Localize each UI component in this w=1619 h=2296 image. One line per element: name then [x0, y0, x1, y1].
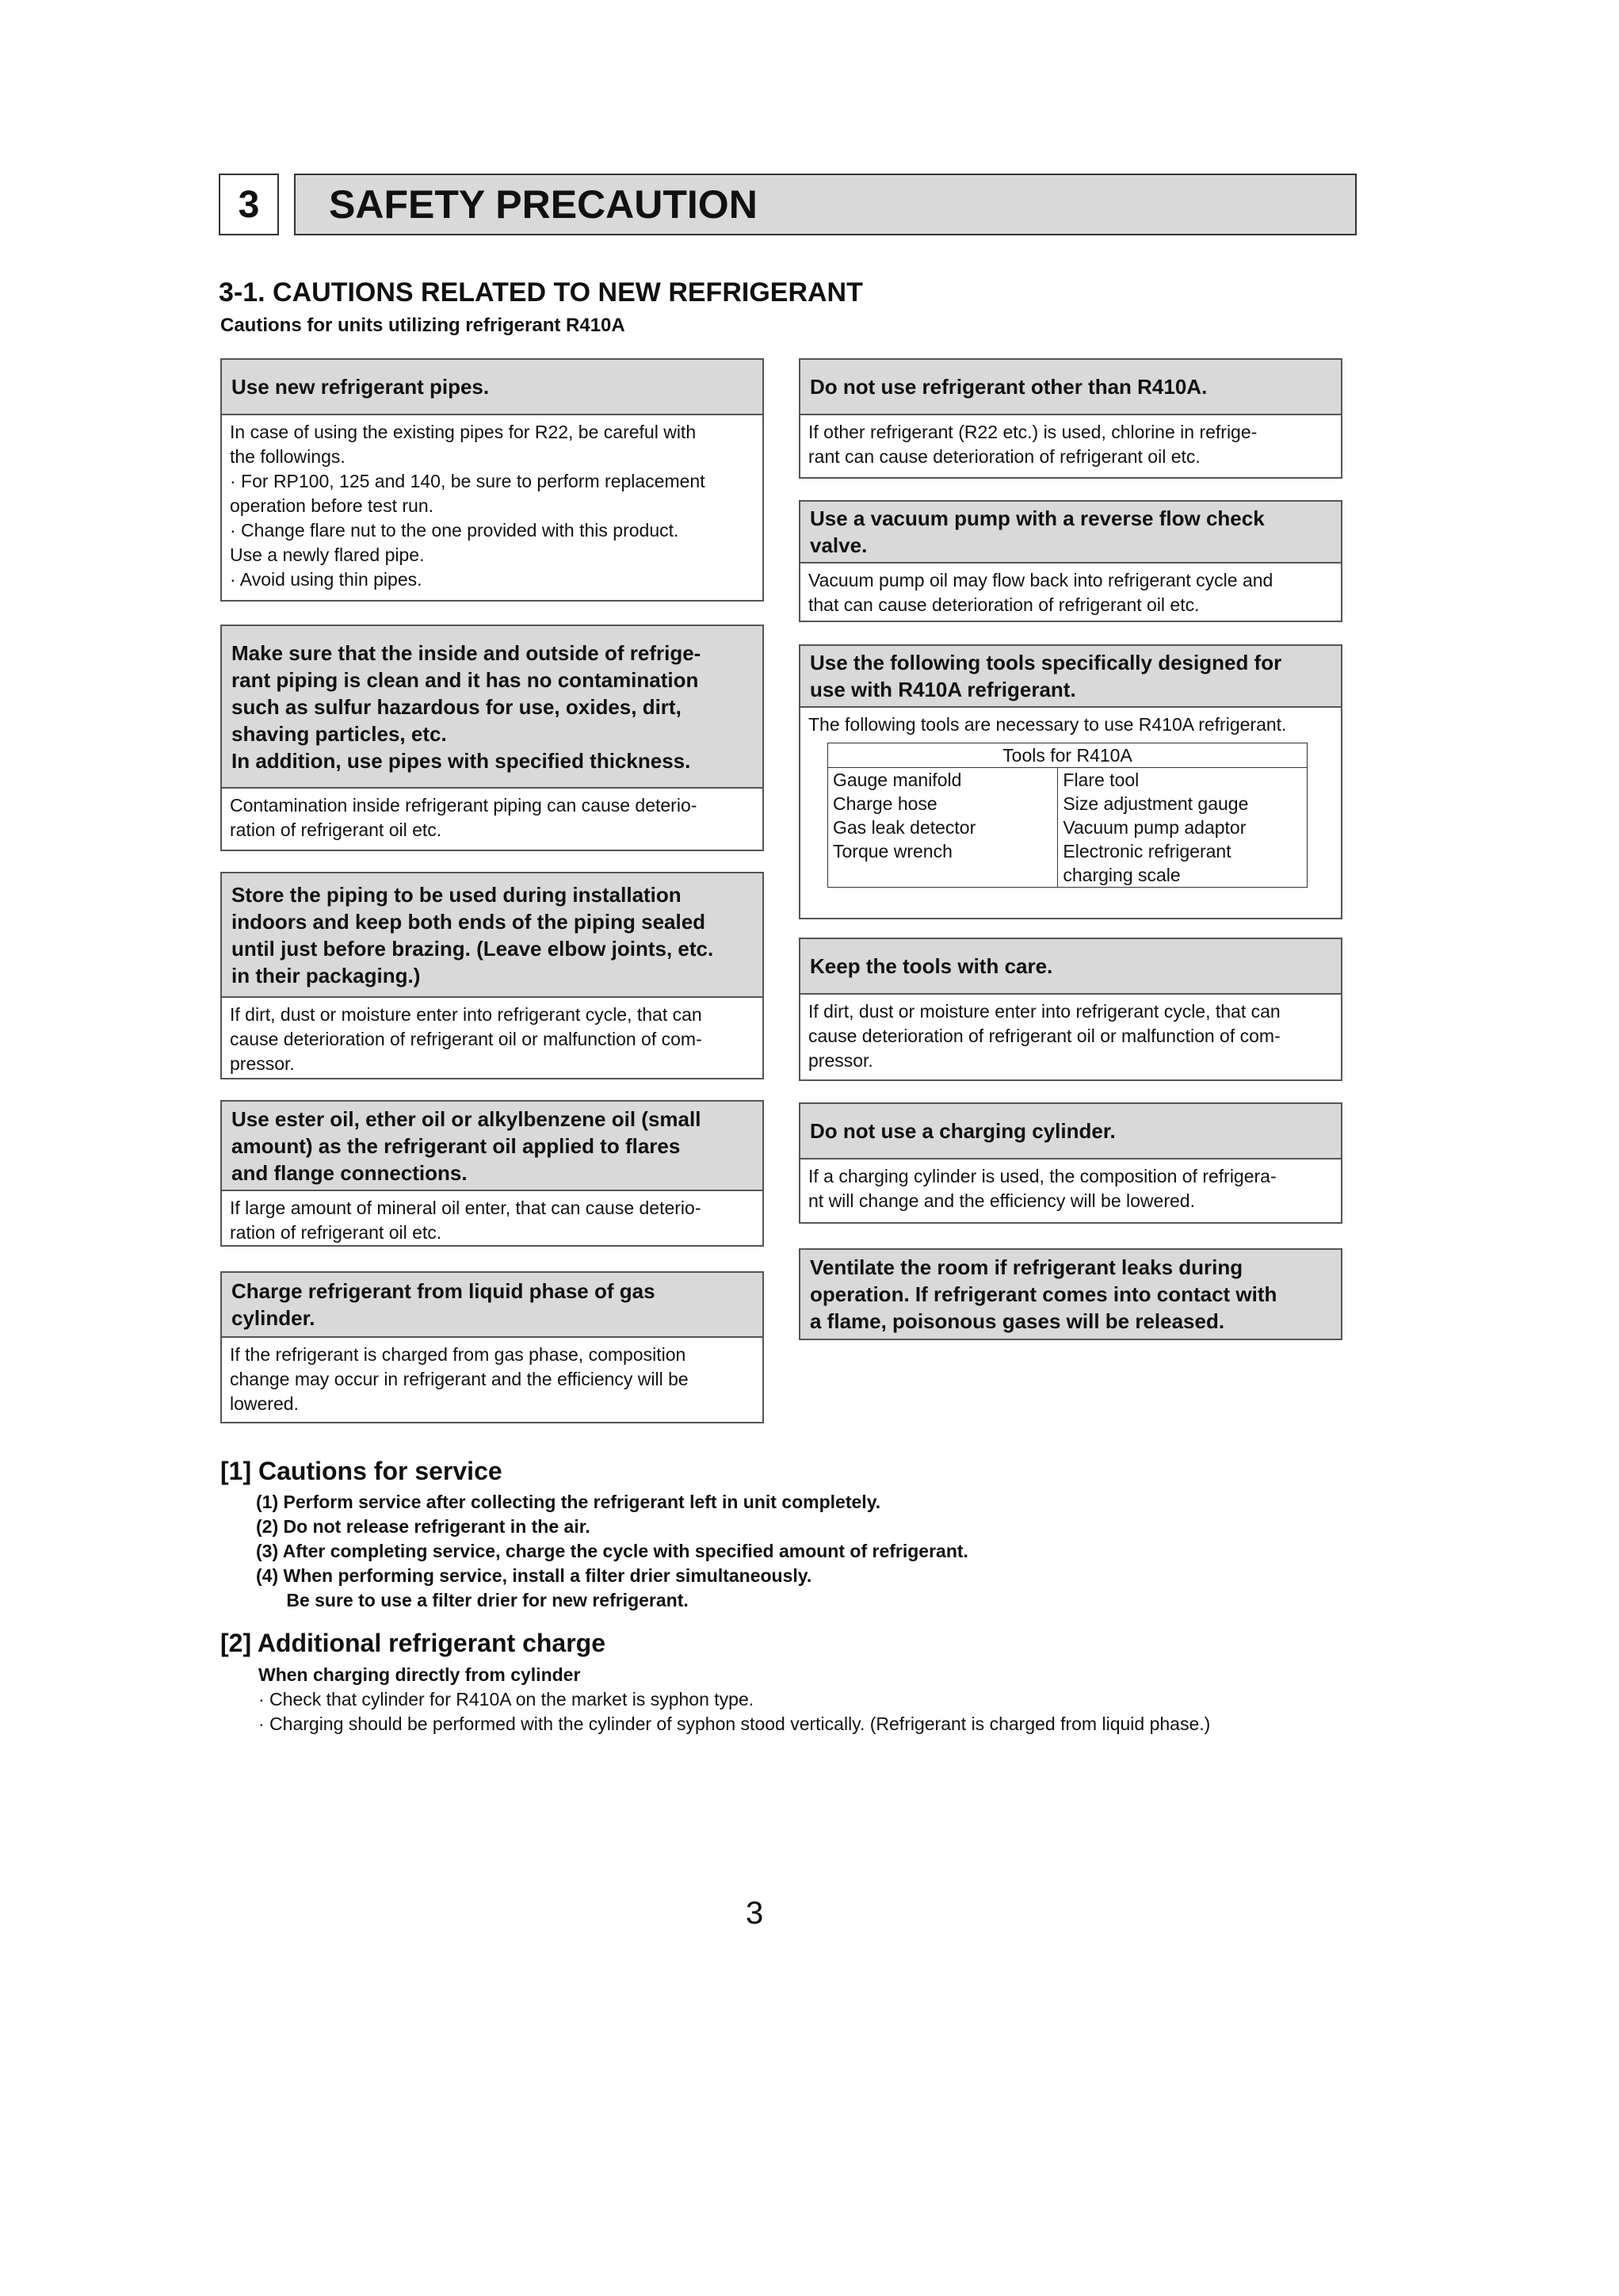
list-item: · Check that cylinder for R410A on the market is syphon type. — [258, 1689, 754, 1710]
tools-table — [827, 743, 1308, 888]
caution-body: If the refrigerant is charged from gas phase, composition change may occur in refrigerant and the efficiency will be lowered. — [230, 1344, 689, 1414]
caution-body: If dirt, dust or moisture enter into refrigerant cycle, that can cause deterioration of refrigerant oil or malfunction of com- pressor. — [808, 1001, 1281, 1071]
caution-box-new-pipes — [220, 358, 764, 602]
caution-body: Vacuum pump oil may flow back into refrigerant cycle and that can cause deterioration of refrigerant oil etc. — [808, 570, 1273, 615]
table-cell: Electronic refrigerant charging scale — [1058, 839, 1308, 888]
caution-box-charging-cylinder — [799, 1102, 1342, 1224]
list-item: (1) Perform service after collecting the refrigerant left in unit completely. — [256, 1492, 881, 1512]
caution-box-liquid-phase — [220, 1271, 764, 1423]
list-item: (2) Do not release refrigerant in the air. — [256, 1516, 590, 1537]
chapter-number: 3 — [219, 174, 279, 235]
caution-heading: Use new refrigerant pipes. — [222, 360, 762, 415]
caution-heading: Charge refrigerant from liquid phase of gas cylinder. — [222, 1273, 762, 1338]
caution-box-oil — [220, 1100, 764, 1247]
caution-heading: Use a vacuum pump with a reverse flow check valve. — [800, 502, 1341, 563]
page-number: 3 — [746, 1896, 764, 1931]
list-item: (3) After completing service, charge the cycle with specified amount of refrigerant. — [256, 1541, 968, 1561]
caution-box-store-piping — [220, 872, 764, 1079]
table-cell: Size adjustment gauge — [1058, 792, 1308, 816]
service-heading: [1] Cautions for service — [220, 1457, 502, 1485]
section-subtitle: Cautions for units utilizing refrigerant R410A — [220, 315, 625, 336]
caution-heading: Use the following tools specifically designed for use with R410A refrigerant. — [800, 646, 1341, 708]
chapter-title: SAFETY PRECAUTION — [294, 174, 1357, 235]
caution-body: In case of using the existing pipes for R22, be careful with the followings. · For RP100, 125 and 140, be sure to perform replacement operation before test run. · Change flare nut to the one provided with this product. Use a newly flared pipe. · Avoid using thin pipes. — [230, 422, 705, 590]
additional-heading: [2] Additional refrigerant charge — [220, 1629, 605, 1657]
table-cell: Charge hose — [828, 792, 1058, 816]
caution-body: The following tools are necessary to use R410A refrigerant. — [808, 714, 1287, 735]
table-cell: Torque wrench — [828, 839, 1058, 888]
caution-body: Contamination inside refrigerant piping can cause deterio- ration of refrigerant oil etc. — [230, 795, 697, 840]
caution-box-keep-tools — [799, 938, 1342, 1081]
list-item: (4) When performing service, install a filter drier simultaneously. — [256, 1565, 812, 1586]
caution-heading: Do not use refrigerant other than R410A. — [800, 360, 1341, 415]
additional-subheading: When charging directly from cylinder — [258, 1664, 581, 1685]
service-list — [256, 1490, 968, 1613]
section-title: 3-1. CAUTIONS RELATED TO NEW REFRIGERANT — [219, 277, 863, 308]
list-item: Be sure to use a filter drier for new refrigerant. — [256, 1590, 689, 1610]
caution-heading: Ventilate the room if refrigerant leaks during operation. If refrigerant comes into contact with a flame, poisonous gases will be released. — [800, 1250, 1341, 1339]
list-item: · Charging should be performed with the cylinder of syphon stood vertically. (Refrigerant is charged from liquid phase.) — [258, 1713, 1211, 1734]
caution-heading: Use ester oil, ether oil or alkylbenzene oil (small amount) as the refrigerant oil applied to flares and flange connections. — [222, 1102, 762, 1191]
caution-box-clean-piping — [220, 625, 764, 851]
table-row — [828, 816, 1308, 839]
caution-heading: Store the piping to be used during installation indoors and keep both ends of the piping sealed until just before brazing. (Leave elbow joints, etc. in their packaging.) — [222, 873, 762, 998]
caution-box-vacuum-pump — [799, 500, 1342, 622]
table-cell: Flare tool — [1058, 768, 1308, 793]
caution-body: If a charging cylinder is used, the composition of refrigera- nt will change and the efficiency will be lowered. — [808, 1166, 1277, 1211]
caution-heading: Keep the tools with care. — [800, 939, 1341, 995]
table-cell: Gas leak detector — [828, 816, 1058, 839]
caution-heading: Make sure that the inside and outside of refrige- rant piping is clean and it has no contamination such as sulfur hazardous for use, oxides, dirt, shaving particles, etc. In addition, use pipes with specified thickness. — [222, 626, 762, 789]
table-row — [828, 768, 1308, 793]
table-cell: Vacuum pump adaptor — [1058, 816, 1308, 839]
caution-box-r410a-only — [799, 358, 1342, 479]
table-row — [828, 792, 1308, 816]
caution-body: If dirt, dust or moisture enter into refrigerant cycle, that can cause deterioration of refrigerant oil or malfunction of com- pressor. — [230, 1004, 702, 1074]
tools-table-caption: Tools for R410A — [828, 743, 1308, 768]
caution-box-ventilate — [799, 1248, 1342, 1340]
table-cell: Gauge manifold — [828, 768, 1058, 793]
caution-body: If other refrigerant (R22 etc.) is used, chlorine in refrige- rant can cause deterioration of refrigerant oil etc. — [808, 422, 1258, 467]
caution-heading: Do not use a charging cylinder. — [800, 1104, 1341, 1159]
caution-body: If large amount of mineral oil enter, that can cause deterio- ration of refrigerant oil etc. — [230, 1198, 701, 1243]
table-row — [828, 839, 1308, 888]
